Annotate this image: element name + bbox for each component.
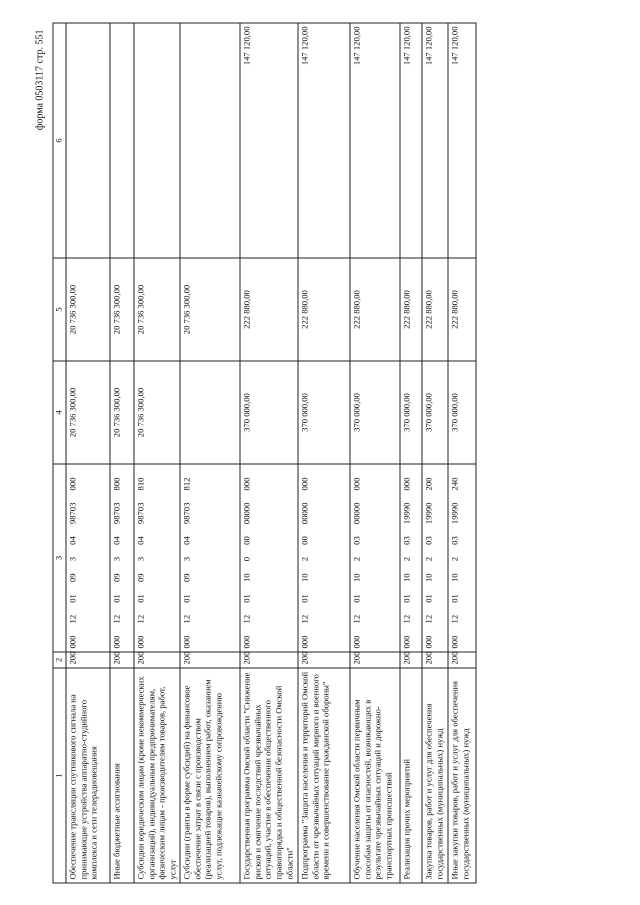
- row-unexecuted-amount: 147 120,00: [298, 23, 350, 258]
- row-name: Иные закупки товаров, работ и услуг для обеспечения государственных (муниципальных) нужд: [448, 668, 476, 883]
- row-name: Закупка товаров, работ и услуг для обеспечения государственных (муниципальных) нужд: [422, 668, 448, 883]
- row-approved-amount: 370 000,00: [240, 361, 298, 464]
- budget-code-part: 10: [449, 572, 460, 582]
- row-approved-amount: 20 736 300,00: [110, 361, 134, 464]
- budget-code-part: 01: [135, 593, 146, 603]
- row-budget-code: [110, 464, 134, 652]
- budget-code-part: 000: [67, 477, 78, 490]
- row-budget-code: [240, 464, 298, 652]
- budget-code-part: 3: [135, 556, 146, 561]
- row-budget-code: [422, 464, 448, 652]
- row-unexecuted-amount: 147 120,00: [400, 23, 422, 258]
- table-row: [110, 23, 134, 883]
- row-budget-code: [400, 464, 422, 652]
- table-row: [350, 23, 400, 883]
- row-executed-amount: 20 736 300,00: [180, 258, 240, 361]
- row-budget-code: [134, 464, 180, 652]
- budget-code-part: 000: [449, 635, 460, 648]
- column-number-row: [53, 23, 66, 883]
- row-approved-amount: 370 000,00: [448, 361, 476, 464]
- budget-code-part: 00000: [351, 502, 362, 524]
- budget-code-part: 3: [181, 556, 192, 561]
- row-name: Иные бюджетные ассигнования: [110, 668, 134, 883]
- row-executed-amount: 222 880,00: [350, 258, 400, 361]
- report-page: [34, 23, 588, 883]
- budget-code-part: 01: [111, 593, 122, 603]
- budget-code-part: 98703: [111, 502, 122, 524]
- budget-code-part: 000: [423, 635, 434, 648]
- budget-code-part: 000: [135, 635, 146, 648]
- row-executed-amount: 222 880,00: [400, 258, 422, 361]
- budget-code-part: 000: [299, 635, 310, 648]
- budget-code-part: 000: [351, 477, 362, 490]
- row-line-code: 200: [134, 652, 180, 668]
- row-name: Субсидии (гранты в форме субсидий) на финансовое обеспечение затрат в связи с производством (реализацией товаров), выполнением работ, оказанием услуг, подлежащие казначейскому сопровождению: [180, 668, 240, 883]
- budget-code-part: 810: [135, 477, 146, 490]
- row-unexecuted-amount: [110, 23, 134, 258]
- budget-code-part: 2: [449, 556, 460, 561]
- budget-code-part: 812: [181, 477, 192, 490]
- row-approved-amount: 370 000,00: [350, 361, 400, 464]
- column-header-3: 3: [53, 464, 66, 652]
- row-unexecuted-amount: [180, 23, 240, 258]
- column-header-5: 5: [53, 258, 66, 361]
- budget-code-part: 3: [111, 556, 122, 561]
- table-row: [134, 23, 180, 883]
- row-unexecuted-amount: 147 120,00: [422, 23, 448, 258]
- row-executed-amount: 222 880,00: [448, 258, 476, 361]
- budget-code-part: 000: [401, 635, 412, 648]
- row-line-code: 200: [350, 652, 400, 668]
- budget-code-part: 01: [423, 593, 434, 603]
- row-name: Государственная программа Омской области "Снижение рисков и смягчение последствий чрезвычайных ситуаций, участие в обеспечении общественного правопорядка и общественной безопасности Омской области": [240, 668, 298, 883]
- column-header-6: 6: [53, 23, 66, 258]
- row-budget-code: [66, 464, 110, 652]
- budget-code-part: 03: [351, 535, 362, 545]
- budget-code-part: 240: [449, 477, 460, 490]
- row-line-code: 200: [66, 652, 110, 668]
- budget-code-part: 12: [401, 614, 412, 623]
- budget-code-part: 2: [299, 556, 310, 561]
- row-name: Обучение населения Омской области первичным способам защиты от опасностей, возникающих в результате чрезвычайных ситуаций и дорожно-транспортных происшествий: [350, 668, 400, 883]
- table-row: [240, 23, 298, 883]
- budget-code-part: 12: [111, 614, 122, 623]
- row-line-code: 200: [298, 652, 350, 668]
- table-row: [180, 23, 240, 883]
- table-row: [400, 23, 422, 883]
- row-line-code: 200: [110, 652, 134, 668]
- budget-code-part: 200: [423, 477, 434, 490]
- budget-code-part: 12: [135, 614, 146, 623]
- row-approved-amount: [180, 361, 240, 464]
- row-unexecuted-amount: 147 120,00: [350, 23, 400, 258]
- budget-code-part: 03: [449, 535, 460, 545]
- budget-code-part: 09: [111, 572, 122, 582]
- budget-code-part: 000: [241, 635, 252, 648]
- row-approved-amount: 370 000,00: [400, 361, 422, 464]
- row-approved-amount: 20 736 300,00: [66, 361, 110, 464]
- row-approved-amount: 20 736 300,00: [134, 361, 180, 464]
- row-executed-amount: 222 880,00: [422, 258, 448, 361]
- budget-code-part: 2: [351, 556, 362, 561]
- row-executed-amount: 222 880,00: [298, 258, 350, 361]
- row-budget-code: [180, 464, 240, 652]
- form-page-label: форма 0503117 стр. 551: [34, 29, 46, 130]
- budget-code-part: 2: [423, 556, 434, 561]
- row-name: Обеспечение трансляции спутникового сигнала на принимающие устройства аппаратно-студийного комплекса и сети телерадиовещания: [66, 668, 110, 883]
- table-row: [66, 23, 110, 883]
- budget-code-part: 12: [299, 614, 310, 623]
- budget-code-part: 09: [135, 572, 146, 582]
- budget-code-part: 00000: [299, 502, 310, 524]
- budget-code-part: 09: [67, 572, 78, 582]
- budget-code-part: 12: [181, 614, 192, 623]
- budget-code-part: 0: [241, 556, 252, 561]
- budget-code-part: 01: [181, 593, 192, 603]
- row-executed-amount: 20 736 300,00: [66, 258, 110, 361]
- column-header-2: 2: [53, 652, 66, 668]
- budget-code-part: 2: [401, 556, 412, 561]
- budget-code-part: 000: [299, 477, 310, 490]
- row-executed-amount: 222 880,00: [240, 258, 298, 361]
- budget-code-part: 01: [351, 593, 362, 603]
- row-budget-code: [350, 464, 400, 652]
- budget-code-part: 04: [67, 535, 78, 545]
- row-approved-amount: 370 000,00: [422, 361, 448, 464]
- budget-code-part: 000: [401, 477, 412, 490]
- budget-code-part: 000: [351, 635, 362, 648]
- budget-code-part: 04: [181, 535, 192, 545]
- budget-code-part: 01: [241, 593, 252, 603]
- budget-code-part: 03: [423, 535, 434, 545]
- budget-code-part: 000: [181, 635, 192, 648]
- row-executed-amount: 20 736 300,00: [110, 258, 134, 361]
- budget-code-part: 19990: [449, 502, 460, 524]
- row-line-code: 200: [448, 652, 476, 668]
- budget-code-part: 98703: [181, 502, 192, 524]
- row-approved-amount: 370 000,00: [298, 361, 350, 464]
- budget-code-part: 04: [111, 535, 122, 545]
- column-header-4: 4: [53, 361, 66, 464]
- budget-code-part: 12: [423, 614, 434, 623]
- budget-code-part: 00: [299, 535, 310, 545]
- budget-execution-table: [53, 22, 477, 883]
- budget-code-part: 00: [241, 535, 252, 545]
- budget-code-part: 19990: [423, 502, 434, 524]
- row-unexecuted-amount: 147 120,00: [448, 23, 476, 258]
- budget-code-part: 09: [181, 572, 192, 582]
- row-unexecuted-amount: 147 120,00: [240, 23, 298, 258]
- budget-code-part: 12: [241, 614, 252, 623]
- row-line-code: 200: [180, 652, 240, 668]
- budget-code-part: 12: [449, 614, 460, 623]
- table-row: [448, 23, 476, 883]
- budget-code-part: 10: [423, 572, 434, 582]
- budget-code-part: 800: [111, 477, 122, 490]
- budget-code-part: 000: [241, 477, 252, 490]
- budget-code-part: 12: [351, 614, 362, 623]
- budget-code-part: 000: [67, 635, 78, 648]
- row-line-code: 200: [240, 652, 298, 668]
- budget-code-part: 98703: [135, 502, 146, 524]
- row-name: Субсидии юридическим лицам (кроме некоммерческих организаций), индивидуальным предпринимателям, физическим лицам - производителям товаров, работ, услуг: [134, 668, 180, 883]
- budget-code-part: 3: [67, 556, 78, 561]
- row-line-code: 200: [400, 652, 422, 668]
- table-row: [298, 23, 350, 883]
- row-line-code: 200: [422, 652, 448, 668]
- budget-code-part: 98703: [67, 502, 78, 524]
- budget-code-part: 000: [111, 635, 122, 648]
- table-row: [422, 23, 448, 883]
- row-budget-code: [298, 464, 350, 652]
- row-unexecuted-amount: [134, 23, 180, 258]
- budget-code-part: 04: [135, 535, 146, 545]
- budget-code-part: 03: [401, 535, 412, 545]
- column-header-1: 1: [53, 668, 66, 883]
- budget-code-part: 19990: [401, 502, 412, 524]
- budget-code-part: 01: [67, 593, 78, 603]
- row-name: Реализация прочих мероприятий: [400, 668, 422, 883]
- table-body: [66, 23, 476, 883]
- budget-code-part: 12: [67, 614, 78, 623]
- row-executed-amount: 20 736 300,00: [134, 258, 180, 361]
- row-budget-code: [448, 464, 476, 652]
- budget-code-part: 10: [401, 572, 412, 582]
- budget-code-part: 01: [401, 593, 412, 603]
- budget-code-part: 10: [241, 572, 252, 582]
- budget-code-part: 10: [299, 572, 310, 582]
- budget-code-part: 01: [299, 593, 310, 603]
- budget-code-part: 01: [449, 593, 460, 603]
- row-name: Подпрограмма "Защита населения и территорий Омской области от чрезвычайных ситуаций мирного и военного времени и совершенствование гражданской обороны": [298, 668, 350, 883]
- budget-code-part: 10: [351, 572, 362, 582]
- row-unexecuted-amount: [66, 23, 110, 258]
- budget-code-part: 00000: [241, 502, 252, 524]
